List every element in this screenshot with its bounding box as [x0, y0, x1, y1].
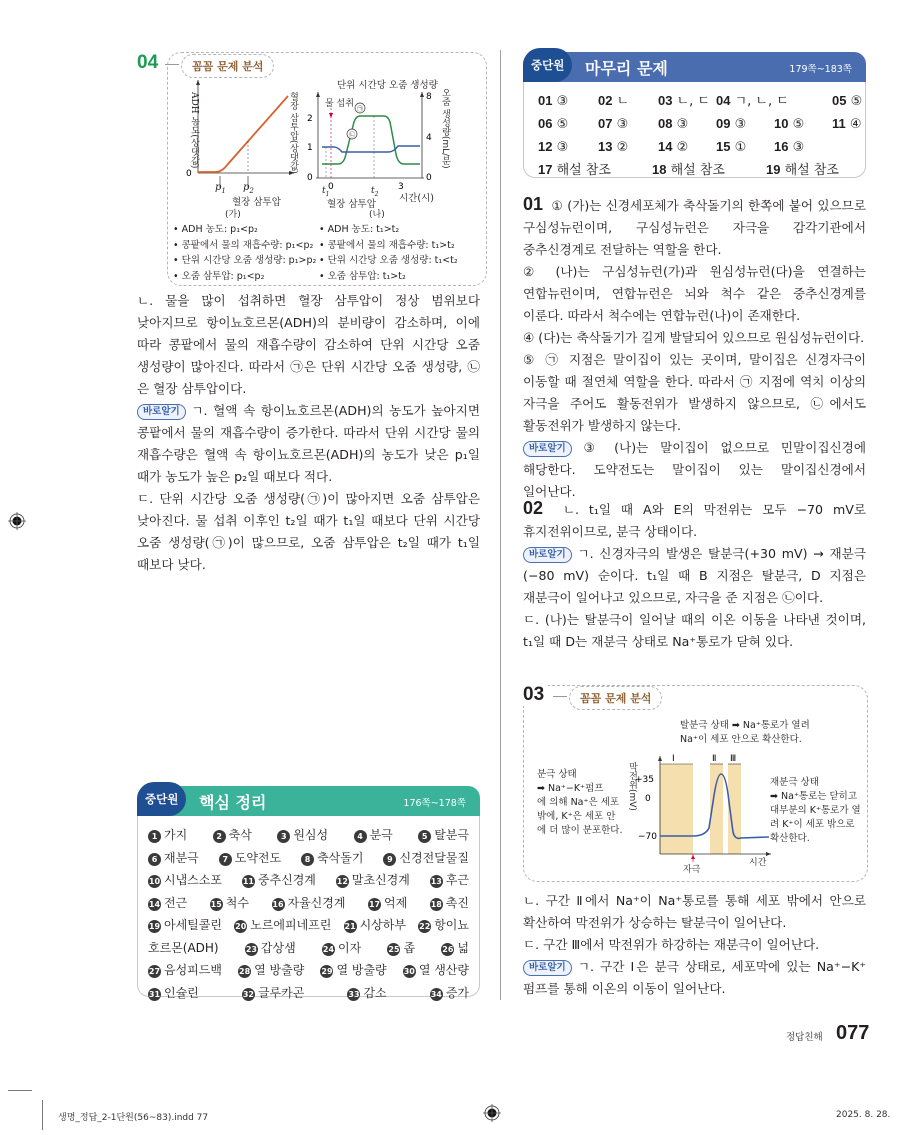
q01-para-1: 01 ① (가)는 신경세포체가 축삭돌기의 한쪽에 붙어 있으므로 구심성뉴런이며, 구심성뉴런은 자극을 감각기관에서 중추신경계로 전달하는 역할을 한다. — [523, 194, 866, 257]
core-summary-item: 4 분극 — [354, 824, 393, 847]
review-answer-item: 11 ④ — [832, 116, 862, 132]
svg-text:Ⅲ: Ⅲ — [730, 754, 737, 764]
circled-number-icon: 18 — [430, 899, 442, 909]
crop-mark-horizontal — [8, 1090, 32, 1091]
review-title: 마무리 문제 — [585, 59, 668, 78]
core-summary-pages: 176쪽~178쪽 — [403, 798, 466, 809]
graph-b-ylabel-left: 혈장 삼투압(상댓값) — [288, 92, 298, 174]
circled-number-icon: 19 — [148, 922, 161, 931]
circled-number-icon: 11 — [242, 877, 254, 886]
footer-section-label: 정답친해 — [786, 1032, 823, 1043]
review-body — [523, 82, 866, 178]
q03-tag-connector — [553, 696, 567, 697]
circled-number-icon: 7 — [219, 853, 232, 866]
q01-number: 01 — [523, 194, 544, 214]
wrong-tag: 바로알기 — [523, 441, 572, 457]
graph-b-event-label: 물 섭취 — [325, 99, 354, 109]
svg-text:0: 0 — [186, 169, 192, 179]
core-summary-item: 33 감소 — [348, 985, 387, 1000]
review-answer-item: 01 ③ — [538, 93, 569, 109]
q03-para-2: ㄷ. 구간 Ⅲ에서 막전위가 하강하는 재분극이 일어난다. — [523, 937, 820, 952]
svg-text:+35: +35 — [635, 775, 654, 785]
core-summary-item: 8 축삭돌기 — [301, 847, 363, 870]
circled-number-icon: 24 — [322, 944, 335, 954]
wrong-tag: 바로알기 — [137, 404, 186, 420]
core-summary-item: 31 인슐린 — [148, 985, 199, 1000]
core-summary-item: 20 노르에피네프린 — [235, 918, 332, 932]
review-answer-item: 15 ① — [716, 139, 747, 155]
review-answer-item: 19 해설 참조 — [766, 162, 839, 178]
svg-text:㉠: ㉠ — [357, 106, 364, 113]
core-summary-item: 3 원심성 — [277, 824, 328, 847]
core-summary-item: 5 탈분극 — [418, 824, 469, 847]
review-answer-item: 13 ② — [598, 139, 629, 155]
circled-number-icon: 4 — [354, 830, 367, 843]
circled-number-icon: 26 — [442, 944, 454, 954]
circled-number-icon: 17 — [368, 899, 381, 909]
q02-explanation — [523, 497, 866, 653]
review-answer-grid — [538, 90, 890, 182]
graph-b-xlabel: 시간(시) — [399, 193, 434, 204]
circled-number-icon: 10 — [148, 877, 161, 886]
graph-b-t2: $t_2$ — [371, 186, 379, 198]
svg-text:1: 1 — [307, 143, 313, 153]
core-summary-item: 23 갑상샘 — [245, 940, 296, 955]
graph-b-title: 단위 시간당 오줌 생성량 — [337, 80, 438, 91]
circled-number-icon: 5 — [418, 830, 431, 843]
graph-a-tick-p1: $p_1$ — [215, 182, 226, 195]
circled-number-icon: 23 — [245, 944, 257, 954]
circled-number-icon: 32 — [242, 989, 254, 999]
bullet-b-3: • 단위 시간당 오줌 생성량: t₁<t₂ — [319, 255, 458, 266]
circled-number-icon: 8 — [301, 853, 314, 866]
q03-analysis-tag: 꼼꼼 문제 분석 — [569, 686, 662, 710]
wrong-tag: 바로알기 — [523, 960, 572, 976]
core-summary-item: 26 넓 — [442, 940, 469, 955]
bullet-a-1: • ADH 농도: p₁<p₂ — [173, 224, 258, 235]
core-summary-item: 12 말초신경계 — [336, 873, 410, 887]
core-summary-item: 2 축삭 — [213, 824, 252, 847]
core-summary-item: 7 도약전도 — [219, 847, 281, 870]
circled-number-icon: 16 — [272, 899, 284, 909]
registration-mark-bottom — [483, 1104, 501, 1122]
review-answer-row — [538, 136, 890, 159]
graph-b-ylabel-right: 오줌 생성량(mL/분) — [440, 88, 450, 169]
svg-text:0: 0 — [307, 173, 313, 183]
circled-number-icon: 12 — [336, 877, 348, 886]
circled-number-icon: 2 — [213, 830, 226, 843]
circled-number-icon: 13 — [430, 877, 442, 886]
circled-number-icon: 33 — [348, 989, 360, 999]
review-pill: 중단원 — [523, 48, 572, 82]
q02-para-1: 02 ㄴ. t₁일 때 A와 E의 막전위는 모두 −70 mV로 휴지전위이므로, 분극 상태이다. — [523, 498, 866, 539]
core-summary-item: 1 가지 — [148, 824, 187, 847]
core-summary-row — [148, 869, 469, 892]
core-summary-row — [148, 959, 469, 982]
core-summary-grid — [148, 824, 469, 1004]
q03-number: 03 — [523, 684, 548, 706]
review-answer-item: 14 ② — [658, 139, 689, 155]
review-answer-item: 06 ⑤ — [538, 116, 569, 132]
review-answer-item: 12 ③ — [538, 139, 569, 155]
q01-para-3: ④ (다)는 축삭돌기가 길게 발달되어 있으므로 원심성뉴런이다. — [523, 330, 865, 345]
q03-xlabel: 시간 — [749, 858, 767, 868]
footer-date: 2025. 8. 28. — [836, 1110, 891, 1120]
svg-text:Ⅱ: Ⅱ — [712, 754, 717, 764]
core-summary-row — [148, 937, 469, 960]
core-summary-item: 19 아세틸콜린 — [148, 918, 222, 932]
footer-page-number: 077 — [836, 1022, 870, 1044]
core-summary-item: 11 중추신경계 — [242, 873, 316, 887]
core-summary-item: 호르몬(ADH) — [148, 940, 219, 955]
core-summary-item: 30 열 생산량 — [403, 963, 469, 977]
q02-number: 02 — [523, 498, 544, 518]
circled-number-icon: 6 — [148, 853, 161, 866]
core-summary-pill: 중단원 — [137, 782, 186, 816]
core-summary-item: 16 자율신경계 — [272, 895, 346, 910]
svg-text:0: 0 — [426, 173, 432, 183]
core-summary-row — [148, 892, 469, 915]
graph-b-caption: (나) — [369, 210, 385, 220]
circled-number-icon: 27 — [148, 967, 161, 976]
q04-explanation — [137, 290, 480, 576]
q03-para-wrong: 바로알기 ㄱ. 구간 Ⅰ은 분극 상태로, 세포막에 있는 Na⁺−K⁺펌프를 통해 이온의 이동이 일어난다. — [523, 959, 866, 996]
graph-a-xlabel: 혈장 삼투압 — [232, 197, 281, 208]
circled-number-icon: 9 — [383, 853, 396, 866]
core-summary-item: 15 척수 — [210, 895, 249, 910]
q03-note-left: 분극 상태 ➡ Na⁺−K⁺펌프 에 의해 Na⁺은 세포 밖에, K⁺은 세포 안 에 더 많이 분포한다. — [537, 769, 623, 836]
bullet-b-2: • 콩팥에서 물의 재흡수량: t₁>t₂ — [319, 239, 455, 251]
bullet-a-4: • 오줌 삼투압: p₁<p₂ — [173, 270, 265, 282]
q04-para-wrong-1: 바로알기 ㄱ. 혈액 속 항이뇨호르몬(ADH)의 농도가 높아지면 콩팥에서 물의 재흡수량이 증가한다. 따라서 단위 시간당 물의 재흡수량은 혈액 속 항이뇨호르몬(ADH)의 농도가 낮은 p₁일 때가 농도가 높은 p₂일 때보다 적다. — [137, 403, 480, 484]
circled-number-icon: 21 — [344, 922, 356, 931]
circled-number-icon: 34 — [430, 989, 442, 999]
q01-para-wrong: 바로알기 ③ (나)는 말이집이 없으므로 민말이집신경에 해당한다. 도약전도는 말이집이 있는 말이집신경에서 일어난다. — [523, 440, 866, 499]
svg-text:Ⅰ: Ⅰ — [672, 754, 675, 764]
core-summary-item: 13 후근 — [430, 873, 469, 887]
q04-bullets-b — [319, 222, 458, 284]
svg-text:0: 0 — [645, 794, 651, 804]
circled-number-icon: 22 — [419, 922, 431, 931]
q02-para-wrong: 바로알기 ㄱ. 신경자극의 발생은 탈분극(+30 mV) → 재분극(−80 mV) 순이다. t₁일 때 B 지점은 탈분극, D 지점은 재분극이 일어나고 있으므로, 자극을 준 지점은 ㉡이다. — [523, 546, 866, 605]
review-answer-item: 05 ⑤ — [832, 93, 863, 109]
review-pages: 179쪽~183쪽 — [789, 64, 852, 75]
review-header — [523, 52, 866, 82]
column-divider — [500, 50, 501, 1000]
q03-ylabel: 막전위(mV) — [627, 762, 637, 811]
core-summary-title: 핵심 정리 — [199, 793, 267, 812]
q03-note-top: 탈분극 상태 ➡ Na⁺통로가 열려 Na⁺이 세포 안으로 확산한다. — [680, 720, 810, 745]
q03-note-right: 재분극 상태 ➡ Na⁺통로는 닫히고 대부분의 K⁺통로가 열 려 K⁺이 세포 밖으로 확산한다. — [770, 777, 861, 844]
review-answer-item: 04 ㄱ, ㄴ, ㄷ — [716, 93, 789, 109]
core-summary-item: 22 항이뇨 — [419, 918, 469, 932]
core-summary-item: 32 글루카곤 — [242, 985, 305, 1000]
core-summary-item: 34 증가 — [430, 985, 469, 1000]
circled-number-icon: 31 — [148, 989, 161, 999]
q04-bullets-a — [173, 222, 316, 284]
circled-number-icon: 15 — [210, 899, 222, 909]
wrong-tag: 바로알기 — [523, 547, 572, 563]
bullet-b-1: • ADH 농도: t₁>t₂ — [319, 224, 400, 235]
review-answer-item: 18 해설 참조 — [652, 162, 725, 178]
circled-number-icon: 3 — [277, 830, 290, 843]
core-summary-item: 18 촉진 — [430, 895, 469, 910]
q04-para-correct: ㄴ. 물을 많이 섭취하면 혈장 삼투압이 정상 범위보다 낮아지므로 항이뇨호르몬(ADH)의 분비량이 감소하며, 이에 따라 콩팥에서 물의 재흡수량이 감소하여 단위 시간당 오줌 생성량이 많아진다. 따라서 ㉠은 단위 시간당 오줌 생성량, ㉡은 혈장 삼투압이다. — [137, 293, 480, 396]
q03-explanation — [523, 890, 866, 1000]
circled-number-icon: 14 — [148, 899, 161, 909]
bullet-a-3: • 단위 시간당 오줌 생성량: p₁>p₂ — [173, 255, 317, 266]
review-answer-item: 16 ③ — [774, 139, 805, 155]
circled-number-icon: 29 — [321, 967, 333, 976]
core-summary-row — [148, 914, 469, 937]
bullet-a-2: • 콩팥에서 물의 재흡수량: p₁<p₂ — [173, 239, 314, 251]
svg-text:−70: −70 — [638, 832, 657, 842]
review-answer-row — [538, 90, 890, 113]
review-answer-item: 17 해설 참조 — [538, 162, 611, 178]
footer-file-name: 생명_정답_2-1단원(56~83).indd 77 — [58, 1113, 209, 1123]
circled-number-icon: 28 — [239, 967, 251, 976]
review-answer-item: 09 ③ — [716, 116, 747, 132]
q02-para-3: ㄷ. (나)는 탈분극이 일어날 때의 이온 이동을 나타낸 것이며, t₁일 때 D는 재분극 상태로 Na⁺통로가 닫혀 있다. — [523, 612, 866, 649]
core-summary-row — [148, 847, 469, 870]
circled-number-icon: 30 — [403, 967, 415, 976]
svg-text:0: 0 — [328, 182, 334, 192]
review-answer-item: 10 ⑤ — [774, 116, 805, 132]
core-summary-item: 10 시냅스소포 — [148, 873, 222, 887]
circled-number-icon: 1 — [148, 830, 161, 843]
q03-stimulus-label: 자극 — [683, 865, 701, 875]
graph-b-t1: $t_1$ — [322, 186, 330, 198]
registration-mark-left — [8, 512, 26, 530]
bullet-b-4: • 오줌 삼투압: t₁>t₂ — [319, 270, 406, 282]
q04-tag-connector — [165, 64, 179, 65]
svg-text:㉡: ㉡ — [349, 132, 356, 139]
membrane-potential-graph — [633, 752, 773, 872]
core-summary-item: 9 신경전달물질 — [383, 847, 469, 870]
core-summary-row — [148, 824, 469, 847]
q01-para-4: ⑤ ㉠ 지점은 말이집이 있는 곳이며, 말이집은 신경자극이 이동할 때 절연체 역할을 한다. 따라서 ㉠ 지점에 역치 이상의 자극을 주어도 활동전위가 발생하지 않으므로, ㉡에서도 활동전위가 발생하지 않는다. — [523, 352, 866, 433]
circled-number-icon: 20 — [235, 922, 247, 931]
review-answer-item: 08 ③ — [658, 116, 689, 132]
q04-number: 04 — [137, 52, 159, 73]
core-summary-body — [137, 816, 480, 1000]
svg-text:3: 3 — [398, 182, 404, 192]
circled-number-icon: 25 — [388, 944, 400, 954]
core-summary-item: 28 열 방출량 — [239, 963, 305, 977]
review-answer-row — [538, 113, 890, 136]
core-summary-item: 27 음성피드백 — [148, 963, 222, 977]
review-answer-item: 03 ㄴ, ㄷ — [658, 93, 710, 109]
core-summary-item: 21 시상하부 — [344, 918, 406, 932]
graph-b-bottom-label: 혈장 삼투압 — [327, 199, 376, 210]
svg-text:2: 2 — [307, 114, 313, 124]
graph-a-tick-p2: $p_2$ — [243, 182, 254, 195]
svg-text:8: 8 — [426, 92, 432, 102]
q04-para-wrong-2: ㄷ. 단위 시간당 오줌 생성량(㉠)이 많아지면 오줌 삼투압은 낮아진다. 물 섭취 이후인 t₂일 때가 t₁일 때보다 단위 시간당 오줌 생성량(㉠)이 많으므로, 오줌 삼투압은 t₂일 때가 t₁일 때보다 낮다. — [137, 491, 480, 572]
review-answer-row — [538, 159, 890, 182]
core-summary-row — [148, 982, 469, 1005]
graph-a-caption: (가) — [225, 210, 241, 220]
core-summary-item: 17 억제 — [368, 895, 408, 910]
q01-explanation — [523, 193, 866, 503]
graph-a-ylabel: ADH 농도(상댓값) — [189, 92, 199, 169]
q04-analysis-tag: 꼼꼼 문제 분석 — [181, 54, 274, 78]
q01-para-2: ② (나)는 구심성뉴런(가)과 원심성뉴런(다)을 연결하는 연합뉴런이며, 연합뉴런은 뇌와 척수 같은 중추신경계를 이룬다. 따라서 척수에는 연합뉴런(나)이 존재한다. — [523, 264, 866, 323]
core-summary-header — [137, 786, 480, 816]
q03-para-1: ㄴ. 구간 Ⅱ에서 Na⁺이 Na⁺통로를 통해 세포 밖에서 안으로 확산하여 막전위가 상승하는 탈분극이 일어난다. — [523, 893, 866, 930]
svg-text:4: 4 — [426, 133, 432, 143]
review-answer-item: 07 ③ — [598, 116, 629, 132]
core-summary-item: 24 이자 — [322, 940, 362, 955]
review-answer-item: 02 ㄴ — [598, 93, 630, 109]
core-summary-item: 6 재분극 — [148, 847, 199, 870]
core-summary-item: 14 전근 — [148, 895, 188, 910]
core-summary-item: 25 좁 — [388, 940, 416, 955]
crop-mark-vertical — [42, 1100, 43, 1130]
core-summary-item: 29 열 방출량 — [321, 963, 387, 977]
